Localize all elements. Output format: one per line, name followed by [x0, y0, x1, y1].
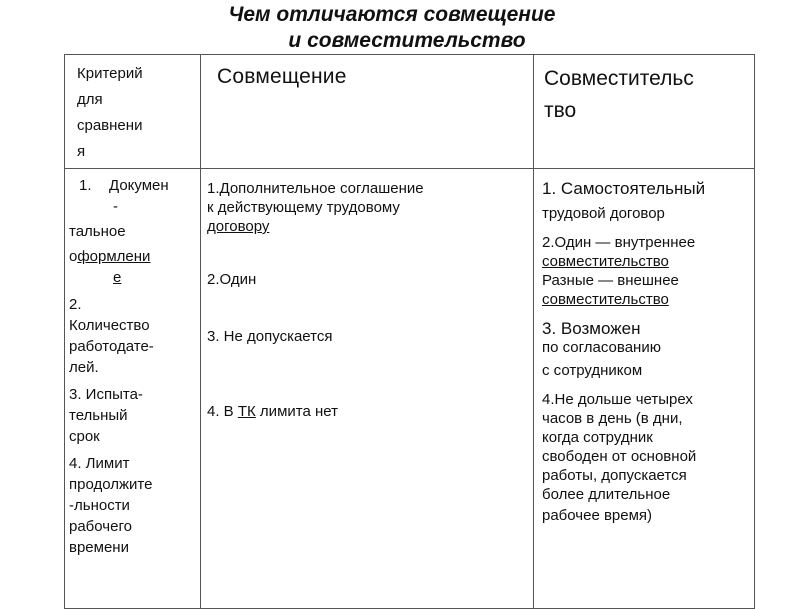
header-criterion — [65, 55, 201, 169]
combination-4-text-part: лимита нет — [255, 403, 338, 420]
header-part-time — [534, 55, 755, 169]
part-time-1-text: 1. Самостоятельный — [542, 179, 706, 198]
criterion-2-text: лей. — [69, 359, 99, 376]
part-time-4-text: более длительное — [542, 486, 671, 503]
part-time-cell — [534, 169, 755, 609]
combination-4-text — [207, 402, 533, 421]
criterion-4-text: продолжите — [69, 476, 153, 493]
part-time-3-text: 3. Возможен — [542, 319, 641, 338]
criterion-4-text: -льности — [69, 497, 130, 514]
header-combination-text: Совмещение — [217, 65, 347, 88]
title-line-2: и совместительство — [288, 29, 526, 52]
part-time-3-text: по согласованию — [542, 339, 661, 356]
part-time-4-text: рабочее время) — [542, 507, 653, 524]
part-time-2-text: Разные — внешнее — [542, 272, 679, 289]
combination-2-text: 2.Один — [207, 271, 257, 288]
part-time-4-text: свободен от основной — [542, 448, 697, 465]
combination-1-link[interactable]: договору — [207, 218, 270, 235]
combination-1-text: к действующему трудовому — [207, 199, 400, 216]
header-criterion-text: для — [77, 91, 103, 108]
header-part-time-text: тво — [544, 99, 577, 122]
part-time-1-text: трудовой договор — [542, 205, 665, 222]
part-time-2-text: 2.Один — внутреннее — [542, 234, 696, 251]
comparison-table — [64, 54, 755, 609]
table-header-row — [65, 55, 755, 169]
part-time-2-link[interactable]: совместительство — [542, 291, 669, 308]
combination-4-text-part: 4. В — [207, 403, 238, 420]
criterion-4-text: времени — [69, 539, 129, 556]
part-time-4-text: когда сотрудник — [542, 429, 653, 446]
criterion-4-text: 4. Лимит — [69, 455, 130, 472]
criterion-2-text: 2. — [69, 296, 82, 313]
criterion-1-text: Докумен — [109, 177, 169, 194]
criterion-3-text: тельный — [69, 407, 128, 424]
header-criterion-text: я — [77, 143, 86, 160]
table-body-row — [65, 169, 755, 609]
tk-link[interactable]: ТК — [237, 403, 256, 420]
slide-title — [0, 2, 800, 56]
criterion-3-text: 3. Испыта- — [69, 386, 143, 403]
combination-cell — [201, 169, 534, 609]
part-time-2-link[interactable]: совместительство — [542, 253, 669, 270]
criterion-1-text-underlined: формлени — [77, 248, 151, 265]
criterion-1-text: е — [113, 269, 122, 286]
header-combination — [201, 55, 534, 169]
combination-1-text: 1.Дополнительное соглашение — [207, 180, 424, 197]
criterion-4-text: рабочего — [69, 518, 132, 535]
part-time-4-text: работы, допускается — [542, 467, 687, 484]
title-line-1: Чем отличаются совмещение — [228, 3, 556, 26]
part-time-3-text: с сотрудником — [542, 362, 643, 379]
part-time-4-text: 4.Не дольше четырех — [542, 391, 693, 408]
header-criterion-text: сравнени — [77, 117, 143, 134]
combination-3-text: 3. Не допускается — [207, 328, 333, 345]
criterion-2-text: Количество — [69, 317, 150, 334]
criterion-1-number: 1. — [79, 177, 92, 194]
criterion-1-text: тальное — [69, 223, 126, 240]
criterion-1-text — [69, 246, 200, 267]
header-part-time-text: Совместительс — [544, 67, 694, 90]
criterion-2-text: работодате- — [69, 338, 154, 355]
criterion-3-text: срок — [69, 428, 100, 445]
criteria-cell — [65, 169, 201, 609]
header-criterion-text: Критерий — [77, 65, 143, 82]
criterion-1-text: - — [113, 198, 118, 215]
criterion-1-text-part: о — [69, 248, 78, 265]
part-time-4-text: часов в день (в дни, — [542, 410, 683, 427]
